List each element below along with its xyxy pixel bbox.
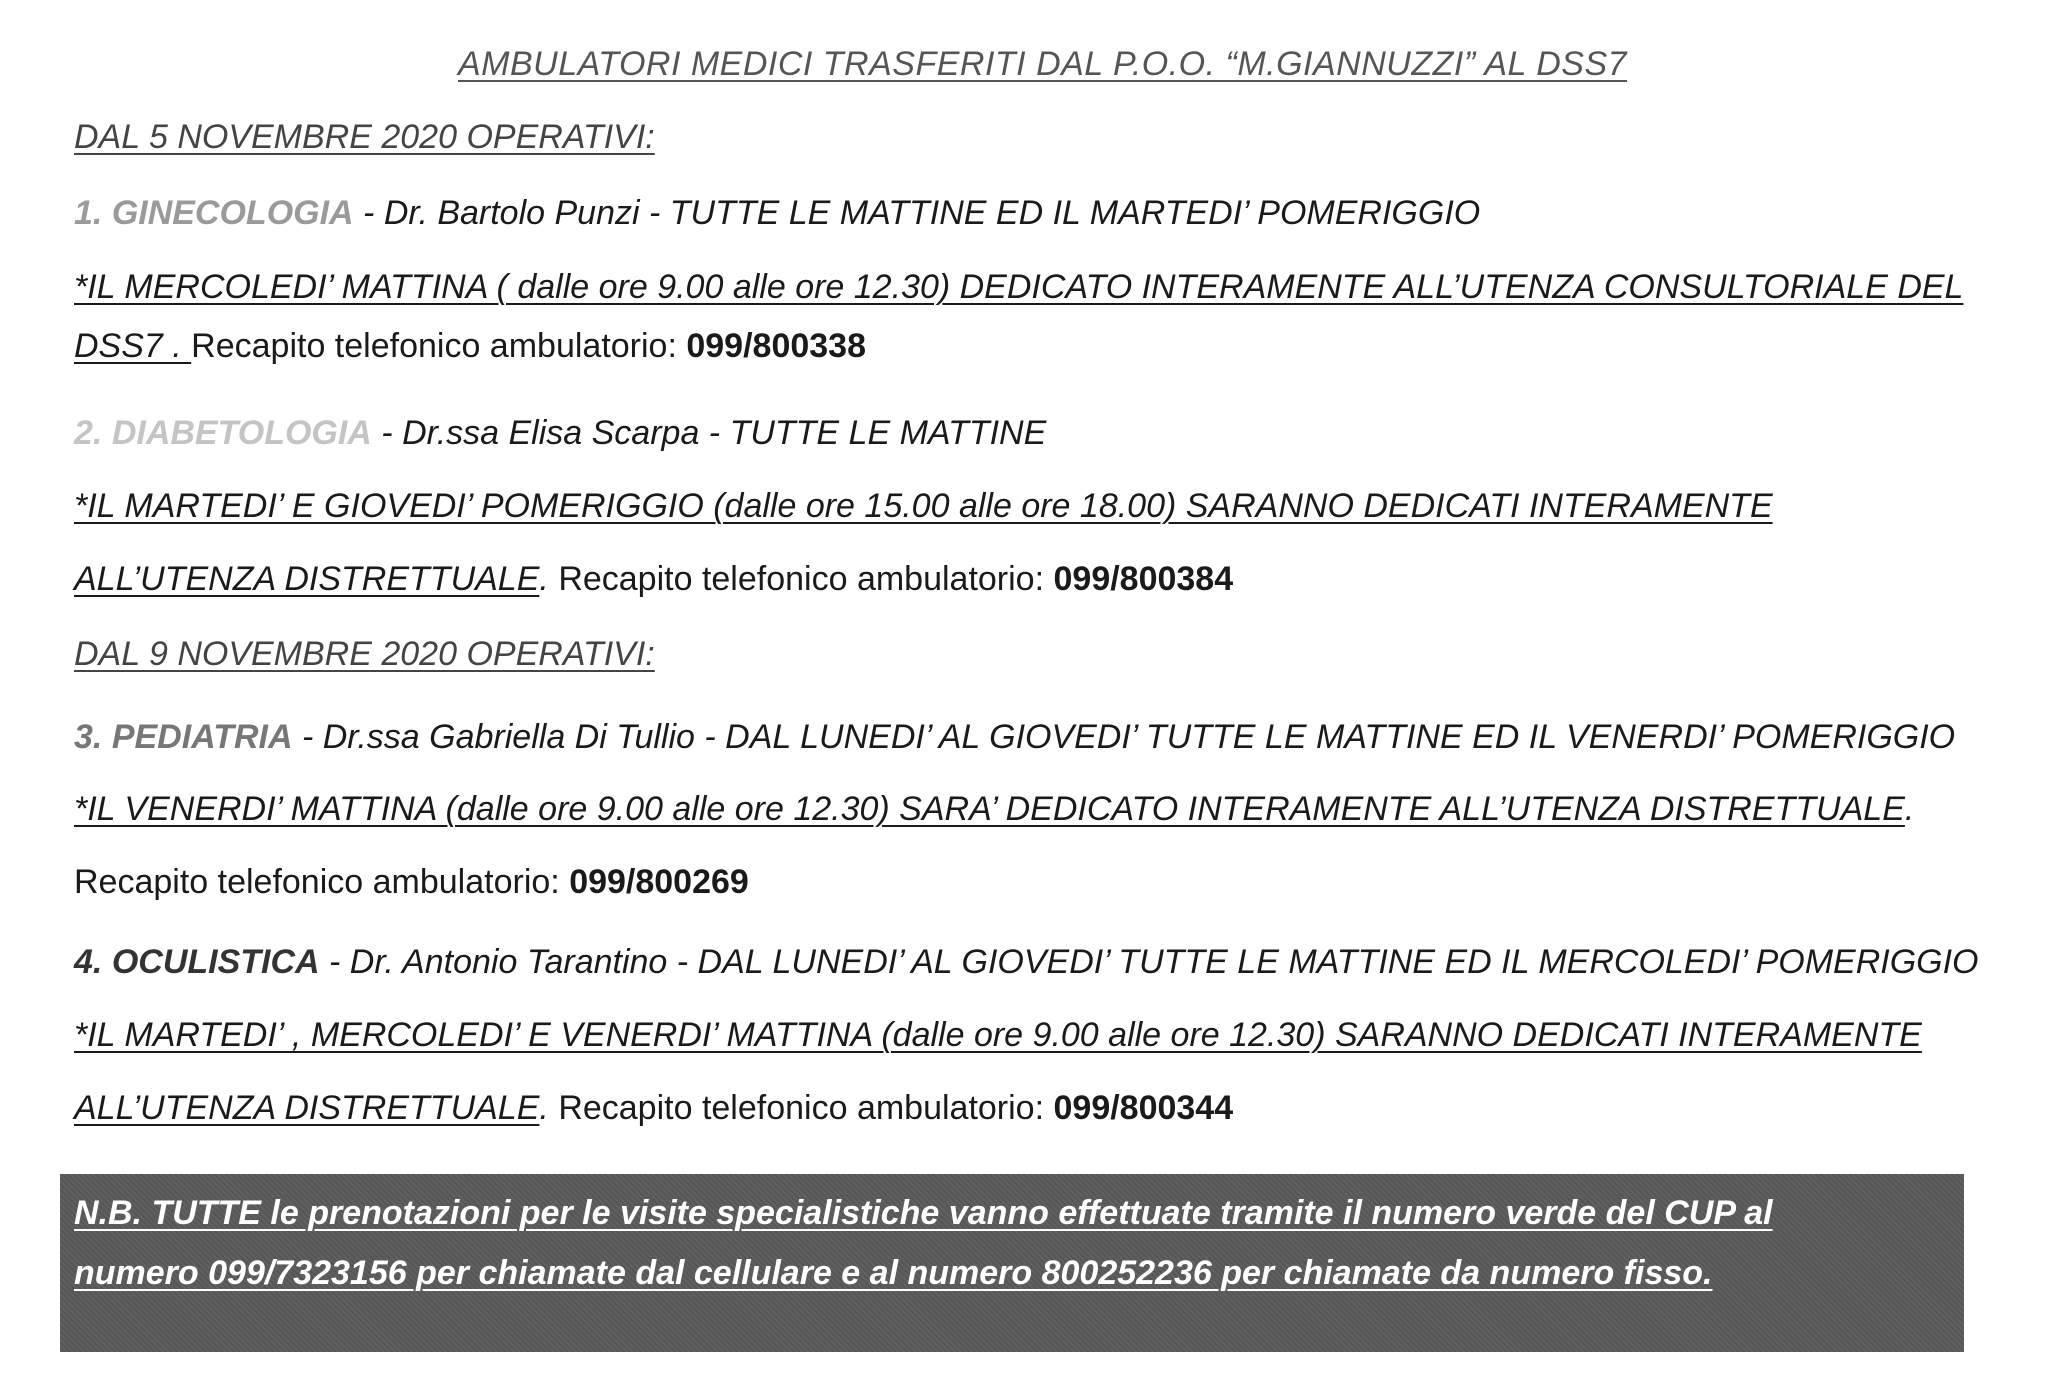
phone-label: Recapito telefonico ambulatorio: [191,327,687,365]
schedule-note: *IL MARTEDI’ E GIOVEDI’ POMERIGGIO (dalle ore 15.00 alle ore 18.00) SARANNO DEDICATI INTERAMENTE [74,487,1773,525]
phone-number: 099/800269 [569,863,749,901]
schedule-note [74,789,1914,829]
phone-number: 099/800338 [686,327,866,365]
schedule-note-cont [74,559,1233,599]
note-text: *IL VENERDI’ MATTINA (dalle ore 9.00 alle ore 12.30) SARA’ DEDICATO INTERAMENTE ALL’UTENZA DISTRETTUALE [74,790,1905,828]
doctor-schedule: - Dr.ssa Gabriella Di Tullio - DAL LUNEDI’ AL GIOVEDI’ TUTTE LE MATTINE ED IL VENERDI’ POMERIGGIO [292,718,1956,756]
item-number: 1. [74,194,103,232]
phone-label: Recapito telefonico ambulatorio: [74,863,570,901]
note-text: ALL’UTENZA DISTRETTUALE [74,1089,540,1127]
phone-line [74,862,749,902]
item-pediatria [74,717,1955,757]
schedule-note-cont [74,1088,1233,1128]
schedule-note-cont [74,326,866,366]
nb-line-2: numero 099/7323156 per chiamate dal cellulare e al numero 800252236 per chiamate da numero fisso. [74,1254,1713,1292]
specialty-name: DIABETOLOGIA [111,414,372,452]
phone-label: Recapito telefonico ambulatorio: [558,560,1054,598]
note-text-end: . [1904,790,1915,828]
note-text-end: . [539,1089,559,1127]
nb-line-1: N.B. TUTTE le prenotazioni per le visite specialistiche vanno effettuate tramite il numero verde del CUP al [74,1194,1773,1232]
section-heading-nov5: DAL 5 NOVEMBRE 2020 OPERATIVI: [74,118,655,156]
phone-label: Recapito telefonico ambulatorio: [558,1089,1054,1127]
item-number: 2. [74,414,103,452]
item-oculistica [74,942,1979,982]
specialty-name: PEDIATRIA [111,718,293,756]
item-diabetologia [74,413,1046,453]
doctor-schedule: - Dr.ssa Elisa Scarpa - TUTTE LE MATTINE [371,414,1047,452]
page-title: AMBULATORI MEDICI TRASFERITI DAL P.O.O. “M.GIANNUZZI” AL DSS7 [458,45,1628,83]
schedule-note: *IL MARTEDI’ , MERCOLEDI’ E VENERDI’ MATTINA (dalle ore 9.00 alle ore 12.30) SARANNO DEDICATI INTERAMENTE [74,1016,1922,1054]
item-number: 3. [74,718,103,756]
item-number: 4. [74,943,103,981]
note-text: DSS7 . [74,327,192,365]
note-text: ALL’UTENZA DISTRETTUALE [74,560,540,598]
item-ginecologia [74,193,1480,233]
phone-number: 099/800384 [1053,560,1234,598]
doctor-schedule: - Dr. Bartolo Punzi - TUTTE LE MATTINE ED IL MARTEDI’ POMERIGGIO [353,194,1481,232]
specialty-name: GINECOLOGIA [111,194,354,232]
doctor-schedule: - Dr. Antonio Tarantino - DAL LUNEDI’ AL GIOVEDI’ TUTTE LE MATTINE ED IL MERCOLEDI’ POMERIGGIO [319,943,1979,981]
section-heading-nov9: DAL 9 NOVEMBRE 2020 OPERATIVI: [74,635,655,673]
specialty-name: OCULISTICA [111,943,320,981]
phone-number: 099/800344 [1053,1089,1234,1127]
note-text-end: . [539,560,559,598]
schedule-note: *IL MERCOLEDI’ MATTINA ( dalle ore 9.00 alle ore 12.30) DEDICATO INTERAMENTE ALL’UTENZA CONSULTORIALE DEL [74,268,1964,306]
